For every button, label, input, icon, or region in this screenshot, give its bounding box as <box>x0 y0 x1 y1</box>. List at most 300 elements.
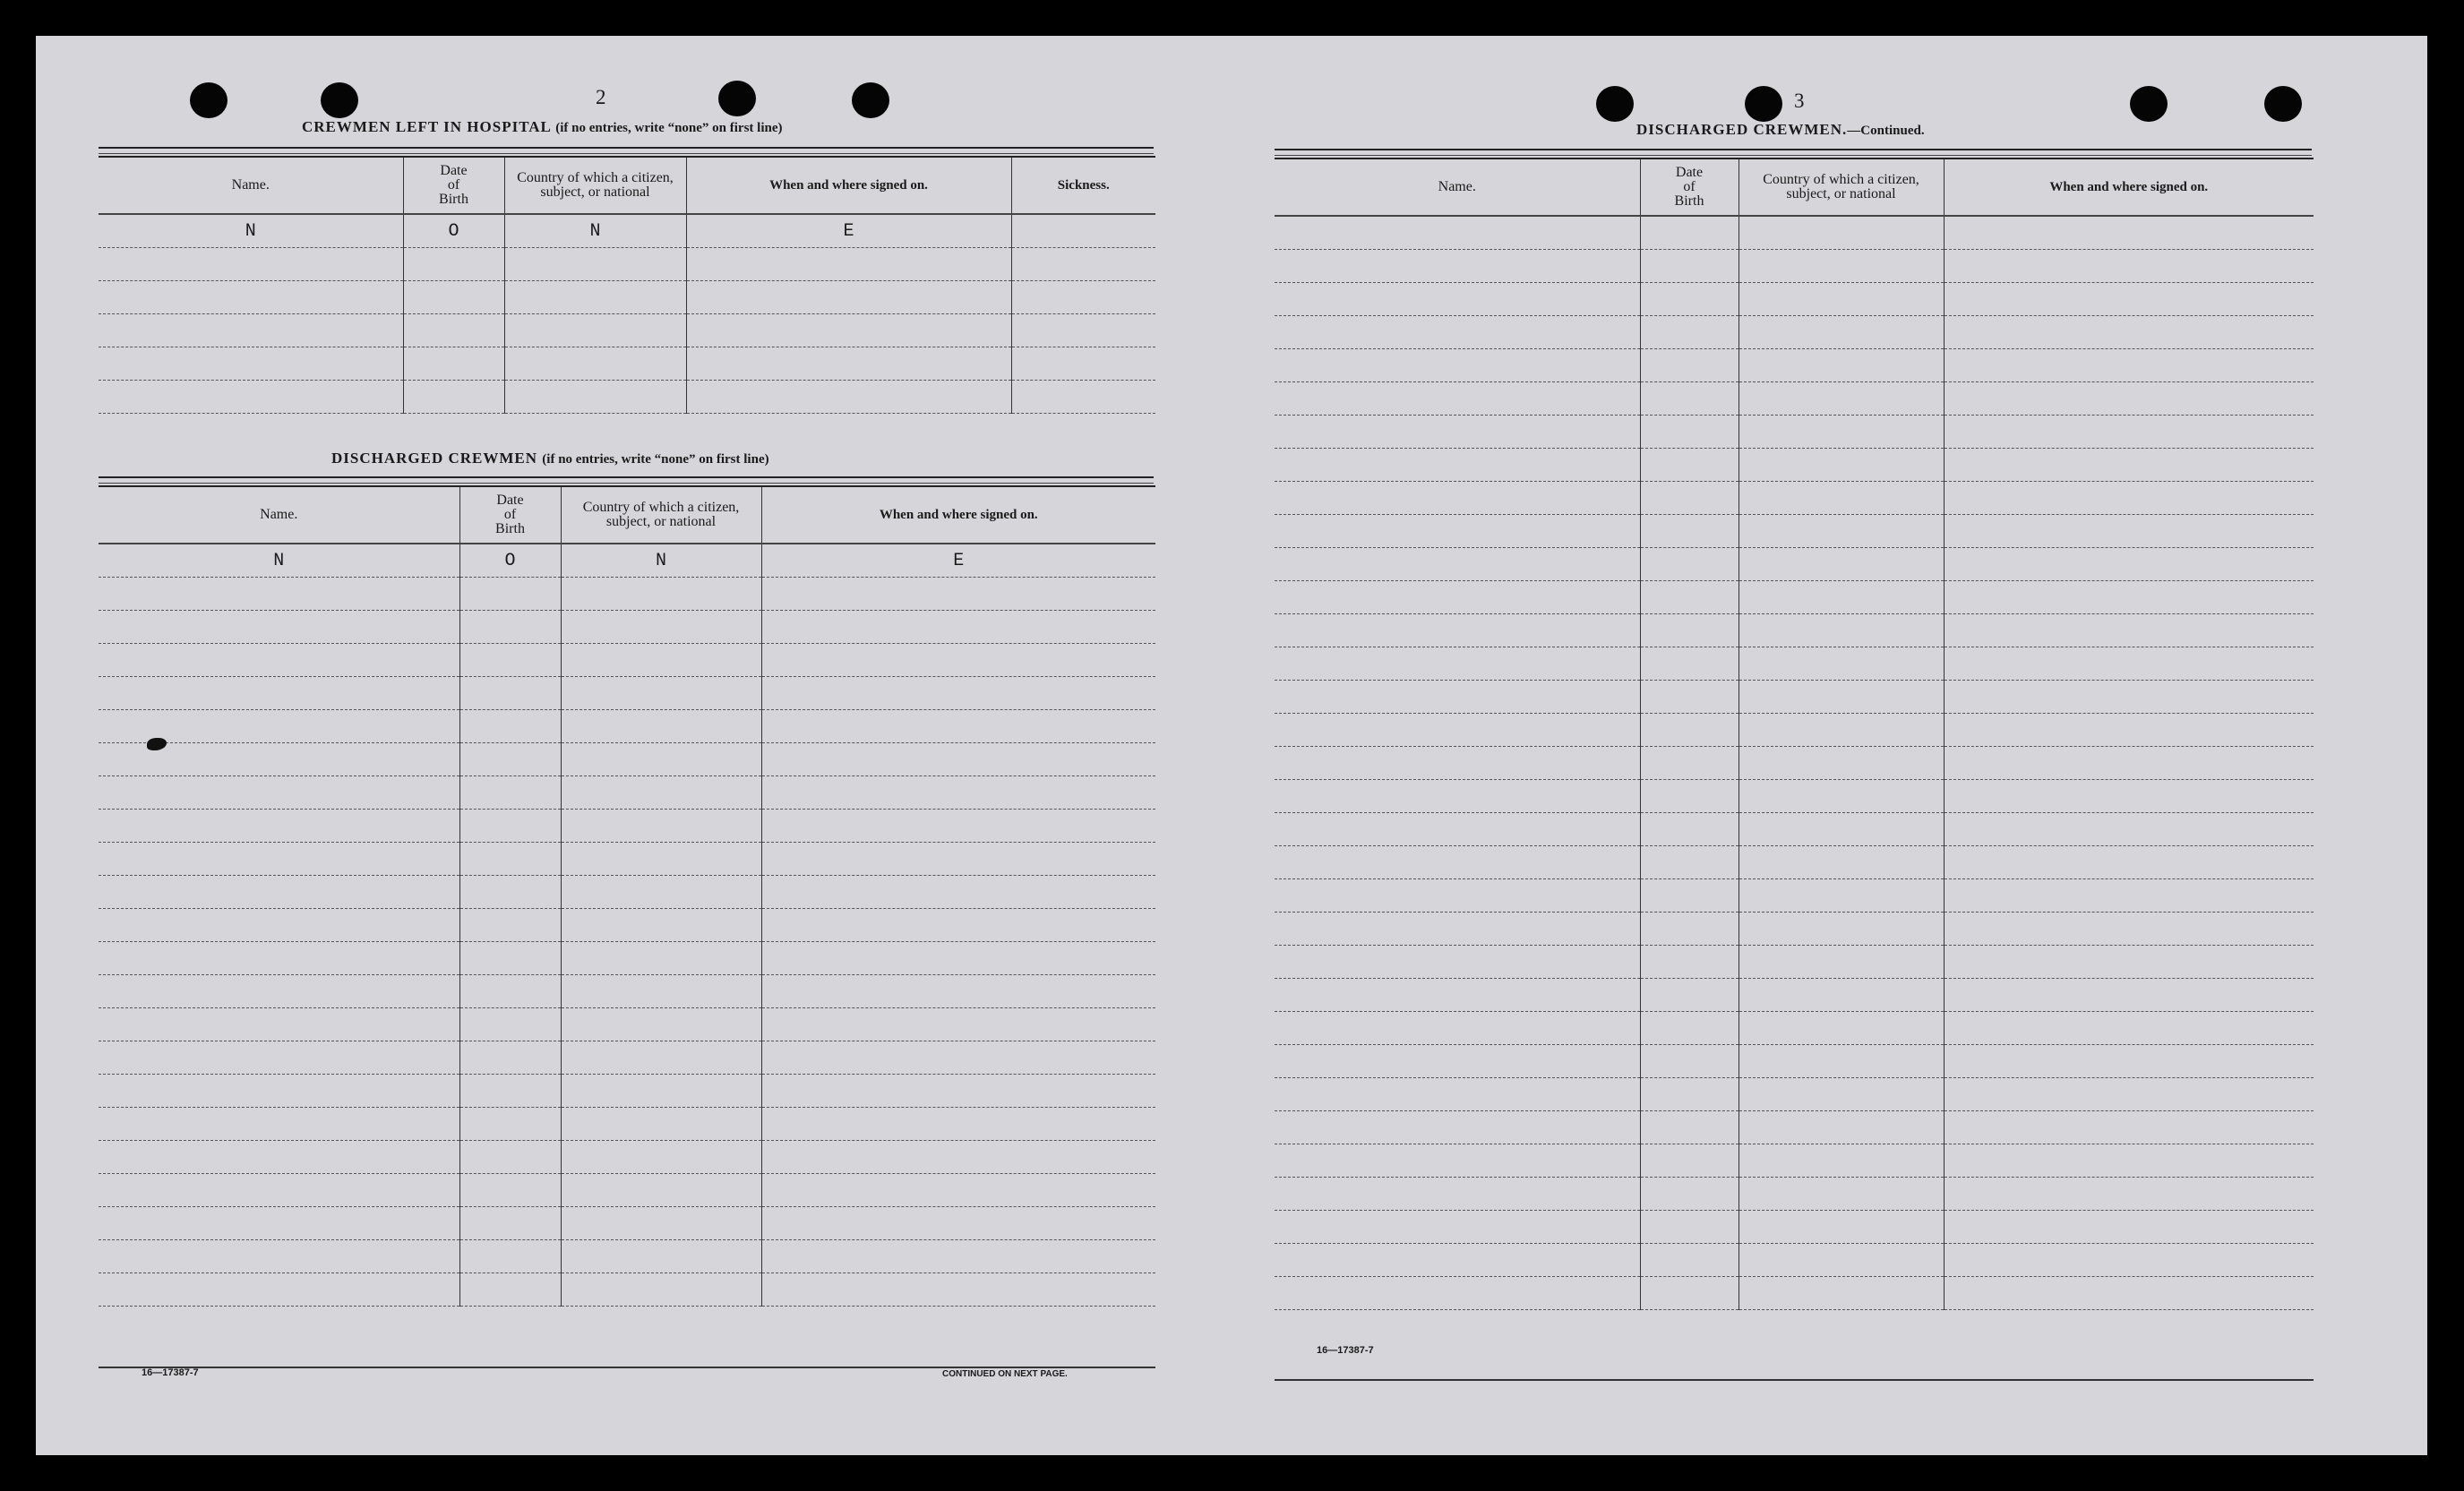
table-cell <box>1944 1012 2314 1045</box>
table-cell <box>761 710 1155 743</box>
table-cell <box>1944 879 2314 913</box>
table-cell <box>99 1174 459 1207</box>
table-cell <box>1739 250 1944 283</box>
table-cell <box>1739 1244 1944 1277</box>
table-cell <box>761 1008 1155 1041</box>
table-cell <box>1275 216 1640 250</box>
table-cell <box>403 381 504 414</box>
table-row <box>99 1008 1155 1041</box>
table-cell <box>1739 1211 1944 1244</box>
table-cell <box>1275 283 1640 316</box>
table-cell <box>1640 216 1739 250</box>
table-cell <box>99 776 459 810</box>
table-cell <box>1944 482 2314 515</box>
table-cell <box>1944 216 2314 250</box>
table-row <box>1275 747 2314 780</box>
hospital-table-body <box>99 214 1155 414</box>
hospital-title-note: (if no entries, write “none” on first line) <box>555 121 783 135</box>
table-cell <box>504 347 686 381</box>
table-cell <box>459 611 561 644</box>
table-cell <box>1275 1078 1640 1111</box>
table-cell <box>1944 1277 2314 1310</box>
table-cell <box>1739 1045 1944 1078</box>
table-row <box>1275 283 2314 316</box>
table-cell <box>561 1008 761 1041</box>
table-cell <box>1640 581 1739 614</box>
table-cell <box>459 942 561 975</box>
table-cell <box>1640 316 1739 349</box>
table-cell <box>1739 946 1944 979</box>
table-cell: N <box>99 544 459 578</box>
table-cell <box>459 975 561 1008</box>
right-table-body <box>1275 216 2314 1310</box>
table-row <box>99 578 1155 611</box>
table-cell <box>1011 281 1155 314</box>
table-cell <box>99 1041 459 1075</box>
right-top-rule <box>1275 149 2312 156</box>
table-cell <box>1275 846 1640 879</box>
discharged-top-rule <box>99 476 1154 484</box>
table-cell <box>1739 1277 1944 1310</box>
table-cell <box>1944 515 2314 548</box>
page-number: 3 <box>1794 90 1805 112</box>
table-row <box>1275 1111 2314 1144</box>
document-sheet <box>36 36 2427 1455</box>
table-cell <box>1944 1111 2314 1144</box>
table-row <box>1275 879 2314 913</box>
table-cell <box>561 1108 761 1141</box>
table-cell <box>1944 813 2314 846</box>
header-text: Date of Birth <box>439 163 468 207</box>
table-cell <box>761 677 1155 710</box>
table-cell <box>686 314 1011 347</box>
table-cell <box>1739 614 1944 647</box>
table-cell <box>561 578 761 611</box>
table-cell <box>1640 647 1739 681</box>
table-cell <box>1640 1178 1739 1211</box>
table-cell <box>761 1240 1155 1273</box>
table-cell <box>1640 1144 1739 1178</box>
right-title-suffix: —Continued. <box>1847 124 1925 138</box>
table-cell <box>1640 1045 1739 1078</box>
table-cell <box>686 248 1011 281</box>
table-cell <box>1640 449 1739 482</box>
header-text: Date of Birth <box>1674 165 1704 209</box>
table-cell <box>761 843 1155 876</box>
discharged-section-title <box>331 450 769 467</box>
table-cell <box>1944 747 2314 780</box>
table-cell <box>459 1207 561 1240</box>
table-cell <box>1739 581 1944 614</box>
table-cell <box>561 810 761 843</box>
right-section-title <box>1636 121 1925 139</box>
table-cell <box>1275 416 1640 449</box>
table-cell <box>761 776 1155 810</box>
table-cell <box>561 644 761 677</box>
table-cell <box>561 710 761 743</box>
table-cell <box>686 347 1011 381</box>
table-cell <box>1640 747 1739 780</box>
table-cell <box>561 1240 761 1273</box>
table-cell <box>561 1273 761 1307</box>
table-cell <box>99 876 459 909</box>
hospital-title-main: CREWMEN LEFT IN HOSPITAL <box>302 118 551 135</box>
table-cell <box>1739 1111 1944 1144</box>
table-cell <box>1640 1111 1739 1144</box>
table-cell <box>1275 581 1640 614</box>
table-row <box>99 810 1155 843</box>
column-header-date-of-birth <box>403 157 504 214</box>
column-header-date-of-birth <box>1640 159 1739 216</box>
table-cell <box>1275 1111 1640 1144</box>
table-cell <box>1275 946 1640 979</box>
table-row <box>1275 581 2314 614</box>
column-header-when-where: When and where signed on. <box>686 157 1011 214</box>
table-cell <box>1275 449 1640 482</box>
table-cell <box>561 1075 761 1108</box>
table-cell <box>1640 349 1739 382</box>
table-row <box>1275 614 2314 647</box>
table-cell <box>1944 1078 2314 1111</box>
table-cell <box>1640 846 1739 879</box>
hospital-top-rule <box>99 147 1154 154</box>
table-cell <box>1739 482 1944 515</box>
header-text: Date of Birth <box>495 493 525 536</box>
table-cell: O <box>459 544 561 578</box>
table-row <box>99 776 1155 810</box>
table-cell <box>761 1207 1155 1240</box>
page-number: 2 <box>596 86 606 108</box>
table-cell <box>459 644 561 677</box>
table-cell <box>1739 647 1944 681</box>
table-row <box>1275 1078 2314 1111</box>
table-cell <box>1640 913 1739 946</box>
table-cell <box>1944 1211 2314 1244</box>
table-cell <box>1275 1178 1640 1211</box>
table-cell <box>1944 1244 2314 1277</box>
table-cell <box>403 347 504 381</box>
table-cell <box>1944 681 2314 714</box>
table-cell <box>1640 714 1739 747</box>
table-row <box>1275 946 2314 979</box>
table-cell <box>1739 515 1944 548</box>
table-row <box>99 743 1155 776</box>
table-cell: E <box>686 214 1011 248</box>
table-cell <box>1944 581 2314 614</box>
table-row <box>1275 913 2314 946</box>
table-cell <box>1739 747 1944 780</box>
table-cell <box>1640 1211 1739 1244</box>
table-cell <box>1275 1144 1640 1178</box>
table-row <box>99 1075 1155 1108</box>
form-number: 16—17387-7 <box>142 1367 199 1378</box>
table-cell <box>99 1141 459 1174</box>
table-cell: N <box>561 544 761 578</box>
table-cell <box>1739 714 1944 747</box>
table-cell <box>459 1240 561 1273</box>
table-cell <box>459 1273 561 1307</box>
table-cell <box>504 248 686 281</box>
table-cell <box>561 1174 761 1207</box>
table-cell <box>1640 879 1739 913</box>
table-cell <box>1640 250 1739 283</box>
table-cell <box>561 611 761 644</box>
table-cell <box>1739 1012 1944 1045</box>
table-row <box>99 942 1155 975</box>
discharged-title-note: (if no entries, write “none” on first line) <box>542 452 769 467</box>
table-cell <box>1275 780 1640 813</box>
discharged-title-main: DISCHARGED CREWMEN <box>331 450 538 467</box>
table-cell <box>1275 714 1640 747</box>
column-header-date-of-birth <box>459 486 561 544</box>
table-row <box>99 248 1155 281</box>
table-cell <box>561 1041 761 1075</box>
table-cell <box>99 1075 459 1108</box>
table-row <box>99 544 1155 578</box>
table-cell <box>1640 283 1739 316</box>
table-row <box>99 1174 1155 1207</box>
table-cell <box>761 644 1155 677</box>
table-row <box>1275 250 2314 283</box>
table-cell <box>1640 1078 1739 1111</box>
table-cell <box>1944 846 2314 879</box>
table-cell <box>1944 250 2314 283</box>
table-cell <box>504 381 686 414</box>
table-row <box>1275 1045 2314 1078</box>
table-row <box>99 1240 1155 1273</box>
table-cell <box>1275 515 1640 548</box>
table-cell <box>1739 548 1944 581</box>
table-cell <box>99 314 403 347</box>
table-cell <box>459 1075 561 1108</box>
table-cell <box>1739 382 1944 416</box>
table-cell <box>1739 416 1944 449</box>
table-cell <box>1944 780 2314 813</box>
table-row <box>99 1141 1155 1174</box>
table-cell <box>1739 1078 1944 1111</box>
table-cell <box>1275 879 1640 913</box>
table-cell <box>1739 1144 1944 1178</box>
table-cell <box>1944 382 2314 416</box>
table-row <box>99 347 1155 381</box>
table-cell <box>1275 382 1640 416</box>
table-cell <box>1944 913 2314 946</box>
table-cell <box>459 876 561 909</box>
table-row <box>1275 846 2314 879</box>
table-cell <box>1640 780 1739 813</box>
table-row <box>1275 416 2314 449</box>
table-row <box>1275 548 2314 581</box>
table-cell <box>1739 449 1944 482</box>
table-cell <box>1275 681 1640 714</box>
table-cell <box>1011 314 1155 347</box>
table-row <box>99 876 1155 909</box>
table-cell <box>1275 813 1640 846</box>
table-cell <box>1944 647 2314 681</box>
table-row <box>99 314 1155 347</box>
table-row <box>99 710 1155 743</box>
table-cell <box>1275 614 1640 647</box>
table-cell <box>459 1141 561 1174</box>
column-header-country: Country of which a citizen, subject, or national <box>561 486 761 544</box>
table-cell <box>459 1108 561 1141</box>
table-cell: N <box>99 214 403 248</box>
table-cell <box>99 942 459 975</box>
table-cell <box>1944 283 2314 316</box>
table-row <box>1275 681 2314 714</box>
column-header-country: Country of which a citizen, subject, or national <box>1739 159 1944 216</box>
table-cell <box>561 1141 761 1174</box>
table-cell <box>1275 1211 1640 1244</box>
table-row <box>99 281 1155 314</box>
table-cell <box>1739 216 1944 250</box>
table-cell <box>1739 913 1944 946</box>
table-cell <box>761 1174 1155 1207</box>
table-cell: E <box>761 544 1155 578</box>
table-cell <box>761 909 1155 942</box>
table-row <box>99 1273 1155 1307</box>
table-cell <box>1640 1277 1739 1310</box>
table-cell <box>99 611 459 644</box>
table-cell <box>99 381 403 414</box>
table-cell <box>1640 416 1739 449</box>
table-cell <box>1275 548 1640 581</box>
right-page <box>1232 36 2427 1455</box>
table-row <box>99 843 1155 876</box>
table-row <box>1275 979 2314 1012</box>
table-cell <box>1944 714 2314 747</box>
table-row <box>1275 382 2314 416</box>
table-cell <box>1739 316 1944 349</box>
table-cell <box>1640 946 1739 979</box>
table-cell <box>561 1207 761 1240</box>
table-cell <box>761 975 1155 1008</box>
table-cell <box>1944 1178 2314 1211</box>
table-row <box>1275 714 2314 747</box>
right-bottom-rule <box>1275 1379 2314 1381</box>
table-cell <box>761 1075 1155 1108</box>
table-cell <box>1011 381 1155 414</box>
table-row <box>1275 216 2314 250</box>
table-row <box>1275 1211 2314 1244</box>
table-cell <box>99 909 459 942</box>
table-cell <box>99 677 459 710</box>
table-cell <box>99 975 459 1008</box>
right-table <box>1275 158 2314 1310</box>
table-cell <box>1275 647 1640 681</box>
table-cell <box>561 743 761 776</box>
table-cell <box>99 644 459 677</box>
table-cell <box>99 281 403 314</box>
table-cell <box>1640 382 1739 416</box>
table-cell <box>459 743 561 776</box>
table-cell <box>1275 1045 1640 1078</box>
table-cell <box>1739 1178 1944 1211</box>
table-row <box>1275 349 2314 382</box>
column-header-name: Name. <box>99 157 403 214</box>
column-header-when-where: When and where signed on. <box>761 486 1155 544</box>
table-cell <box>1275 979 1640 1012</box>
table-cell <box>504 314 686 347</box>
table-row <box>99 909 1155 942</box>
table-cell <box>403 281 504 314</box>
table-row <box>1275 515 2314 548</box>
table-cell <box>1944 349 2314 382</box>
table-row <box>1275 1012 2314 1045</box>
table-cell <box>1944 548 2314 581</box>
table-cell <box>99 843 459 876</box>
table-cell <box>761 611 1155 644</box>
table-cell <box>1011 347 1155 381</box>
table-cell <box>1739 879 1944 913</box>
table-cell <box>1640 979 1739 1012</box>
table-cell <box>561 975 761 1008</box>
table-cell <box>1011 214 1155 248</box>
hospital-table <box>99 156 1155 414</box>
form-number: 16—17387-7 <box>1317 1345 1374 1356</box>
table-cell <box>1275 482 1640 515</box>
table-cell <box>1640 614 1739 647</box>
table-cell <box>459 578 561 611</box>
table-cell <box>1944 1045 2314 1078</box>
continued-note: CONTINUED ON NEXT PAGE. <box>942 1369 1068 1379</box>
table-cell <box>99 1240 459 1273</box>
table-cell <box>1640 515 1739 548</box>
table-cell <box>761 810 1155 843</box>
table-row <box>99 1041 1155 1075</box>
table-cell <box>1944 449 2314 482</box>
table-cell <box>561 677 761 710</box>
table-cell <box>99 1108 459 1141</box>
table-cell <box>1275 349 1640 382</box>
table-cell <box>1275 316 1640 349</box>
table-row <box>1275 1144 2314 1178</box>
table-cell <box>1275 1277 1640 1310</box>
discharged-bottom-rule <box>99 1367 1155 1368</box>
table-cell <box>561 843 761 876</box>
table-cell <box>561 909 761 942</box>
column-header-sickness: Sickness. <box>1011 157 1155 214</box>
table-cell <box>761 1273 1155 1307</box>
table-cell <box>1739 681 1944 714</box>
table-cell <box>459 1174 561 1207</box>
table-cell <box>1640 813 1739 846</box>
table-cell <box>459 843 561 876</box>
table-cell <box>459 1041 561 1075</box>
column-header-country: Country of which a citizen, subject, or national <box>504 157 686 214</box>
table-row <box>99 611 1155 644</box>
table-row <box>1275 647 2314 681</box>
table-row <box>99 1108 1155 1141</box>
column-header-name: Name. <box>1275 159 1640 216</box>
table-cell <box>686 281 1011 314</box>
table-cell <box>761 1141 1155 1174</box>
table-cell <box>761 578 1155 611</box>
table-cell <box>561 942 761 975</box>
table-cell <box>761 743 1155 776</box>
table-row <box>1275 316 2314 349</box>
table-cell <box>1944 979 2314 1012</box>
table-row <box>1275 813 2314 846</box>
table-cell <box>459 776 561 810</box>
table-cell <box>459 677 561 710</box>
left-page <box>36 36 1232 1455</box>
table-row <box>99 381 1155 414</box>
table-row <box>1275 780 2314 813</box>
table-cell <box>1739 813 1944 846</box>
table-cell <box>1739 846 1944 879</box>
discharged-table-body <box>99 544 1155 1307</box>
